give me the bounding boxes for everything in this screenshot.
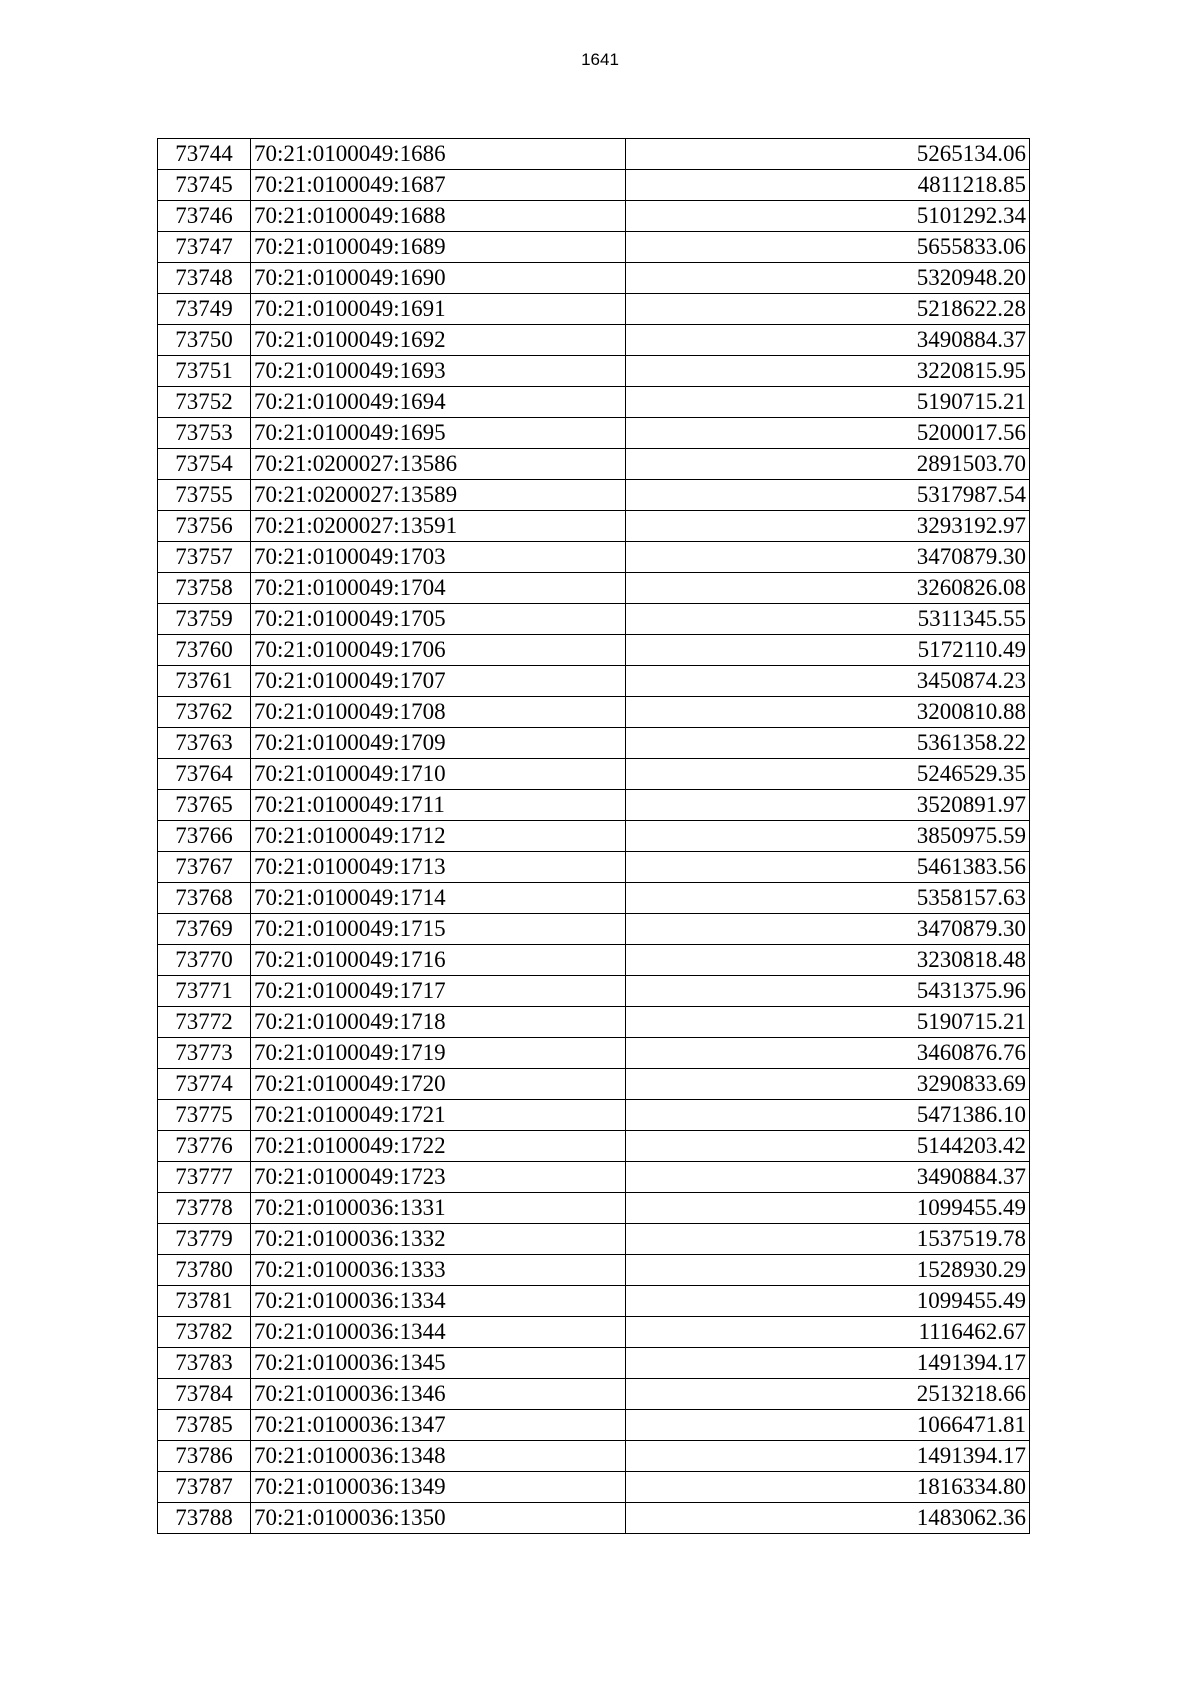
value-cell: 1491394.17	[626, 1348, 1030, 1379]
cadastral-number-cell: 70:21:0100036:1346	[251, 1379, 626, 1410]
table-row	[158, 511, 1030, 542]
table-row	[158, 1038, 1030, 1069]
row-number-cell: 73770	[158, 945, 251, 976]
cadastral-number-cell: 70:21:0100049:1713	[251, 852, 626, 883]
row-number-cell: 73788	[158, 1503, 251, 1534]
row-number-cell: 73772	[158, 1007, 251, 1038]
row-number-cell: 73785	[158, 1410, 251, 1441]
cadastral-number-cell: 70:21:0100049:1712	[251, 821, 626, 852]
row-number-cell: 73747	[158, 232, 251, 263]
cadastral-number-cell: 70:21:0100049:1710	[251, 759, 626, 790]
cadastral-number-cell: 70:21:0100049:1719	[251, 1038, 626, 1069]
cadastral-number-cell: 70:21:0100036:1345	[251, 1348, 626, 1379]
value-cell: 5655833.06	[626, 232, 1030, 263]
table-row	[158, 914, 1030, 945]
cadastral-number-cell: 70:21:0100036:1349	[251, 1472, 626, 1503]
cadastral-number-cell: 70:21:0100036:1347	[251, 1410, 626, 1441]
row-number-cell: 73759	[158, 604, 251, 635]
table-row	[158, 294, 1030, 325]
cadastral-number-cell: 70:21:0100049:1707	[251, 666, 626, 697]
cadastral-number-cell: 70:21:0100049:1720	[251, 1069, 626, 1100]
value-cell: 5358157.63	[626, 883, 1030, 914]
value-cell: 3260826.08	[626, 573, 1030, 604]
value-cell: 3520891.97	[626, 790, 1030, 821]
cadastral-number-cell: 70:21:0100036:1331	[251, 1193, 626, 1224]
value-cell: 3460876.76	[626, 1038, 1030, 1069]
cadastral-number-cell: 70:21:0200027:13589	[251, 480, 626, 511]
row-number-cell: 73765	[158, 790, 251, 821]
table-row	[158, 1193, 1030, 1224]
row-number-cell: 73786	[158, 1441, 251, 1472]
value-cell: 5144203.42	[626, 1131, 1030, 1162]
row-number-cell: 73773	[158, 1038, 251, 1069]
cadastral-number-cell: 70:21:0100049:1722	[251, 1131, 626, 1162]
value-cell: 2891503.70	[626, 449, 1030, 480]
table-row	[158, 759, 1030, 790]
value-cell: 4811218.85	[626, 170, 1030, 201]
table-row	[158, 883, 1030, 914]
value-cell: 5471386.10	[626, 1100, 1030, 1131]
table-row	[158, 170, 1030, 201]
value-cell: 3230818.48	[626, 945, 1030, 976]
value-cell: 1116462.67	[626, 1317, 1030, 1348]
cadastral-number-cell: 70:21:0100049:1691	[251, 294, 626, 325]
table-row	[158, 263, 1030, 294]
row-number-cell: 73787	[158, 1472, 251, 1503]
row-number-cell: 73779	[158, 1224, 251, 1255]
row-number-cell: 73780	[158, 1255, 251, 1286]
row-number-cell: 73775	[158, 1100, 251, 1131]
cadastral-number-cell: 70:21:0100049:1714	[251, 883, 626, 914]
table-row	[158, 1441, 1030, 1472]
table-row	[158, 666, 1030, 697]
row-number-cell: 73761	[158, 666, 251, 697]
table-row	[158, 449, 1030, 480]
row-number-cell: 73744	[158, 139, 251, 170]
value-cell: 5265134.06	[626, 139, 1030, 170]
cadastral-number-cell: 70:21:0100049:1715	[251, 914, 626, 945]
row-number-cell: 73766	[158, 821, 251, 852]
value-cell: 3293192.97	[626, 511, 1030, 542]
cadastral-number-cell: 70:21:0200027:13586	[251, 449, 626, 480]
table-row	[158, 418, 1030, 449]
table-row	[158, 480, 1030, 511]
value-cell: 1491394.17	[626, 1441, 1030, 1472]
cadastral-number-cell: 70:21:0100049:1717	[251, 976, 626, 1007]
table-row	[158, 976, 1030, 1007]
cadastral-number-cell: 70:21:0100049:1704	[251, 573, 626, 604]
cadastral-number-cell: 70:21:0100049:1689	[251, 232, 626, 263]
cadastral-number-cell: 70:21:0100049:1711	[251, 790, 626, 821]
row-number-cell: 73746	[158, 201, 251, 232]
table-row	[158, 1317, 1030, 1348]
value-cell: 5246529.35	[626, 759, 1030, 790]
cadastral-number-cell: 70:21:0100049:1688	[251, 201, 626, 232]
value-cell: 5311345.55	[626, 604, 1030, 635]
table-body	[158, 139, 1030, 1534]
value-cell: 3290833.69	[626, 1069, 1030, 1100]
cadastral-number-cell: 70:21:0100049:1692	[251, 325, 626, 356]
row-number-cell: 73776	[158, 1131, 251, 1162]
table-row	[158, 1379, 1030, 1410]
table-row	[158, 635, 1030, 666]
cadastral-number-cell: 70:21:0100049:1721	[251, 1100, 626, 1131]
row-number-cell: 73753	[158, 418, 251, 449]
value-cell: 5461383.56	[626, 852, 1030, 883]
value-cell: 5101292.34	[626, 201, 1030, 232]
table-row	[158, 852, 1030, 883]
cadastral-number-cell: 70:21:0100049:1694	[251, 387, 626, 418]
row-number-cell: 73758	[158, 573, 251, 604]
row-number-cell: 73769	[158, 914, 251, 945]
table-row	[158, 1348, 1030, 1379]
row-number-cell: 73760	[158, 635, 251, 666]
row-number-cell: 73757	[158, 542, 251, 573]
row-number-cell: 73783	[158, 1348, 251, 1379]
cadastral-number-cell: 70:21:0100049:1690	[251, 263, 626, 294]
row-number-cell: 73778	[158, 1193, 251, 1224]
table-row	[158, 139, 1030, 170]
cadastral-number-cell: 70:21:0100036:1333	[251, 1255, 626, 1286]
row-number-cell: 73745	[158, 170, 251, 201]
cadastral-number-cell: 70:21:0100036:1348	[251, 1441, 626, 1472]
cadastral-number-cell: 70:21:0100049:1703	[251, 542, 626, 573]
row-number-cell: 73777	[158, 1162, 251, 1193]
table-row	[158, 387, 1030, 418]
table-row	[158, 790, 1030, 821]
table-row	[158, 1162, 1030, 1193]
page-number: 1641	[581, 50, 619, 69]
row-number-cell: 73784	[158, 1379, 251, 1410]
value-cell: 1099455.49	[626, 1193, 1030, 1224]
cadastral-number-cell: 70:21:0100049:1718	[251, 1007, 626, 1038]
table-row	[158, 821, 1030, 852]
table-row	[158, 1410, 1030, 1441]
value-cell: 3470879.30	[626, 914, 1030, 945]
table-row	[158, 1255, 1030, 1286]
value-cell: 1816334.80	[626, 1472, 1030, 1503]
data-table	[157, 138, 1030, 1534]
cadastral-number-cell: 70:21:0100049:1716	[251, 945, 626, 976]
table-row	[158, 1224, 1030, 1255]
row-number-cell: 73768	[158, 883, 251, 914]
table-row	[158, 542, 1030, 573]
value-cell: 2513218.66	[626, 1379, 1030, 1410]
row-number-cell: 73752	[158, 387, 251, 418]
cadastral-number-cell: 70:21:0100049:1693	[251, 356, 626, 387]
row-number-cell: 73755	[158, 480, 251, 511]
cadastral-number-cell: 70:21:0200027:13591	[251, 511, 626, 542]
cadastral-number-cell: 70:21:0100049:1709	[251, 728, 626, 759]
row-number-cell: 73771	[158, 976, 251, 1007]
table-row	[158, 1472, 1030, 1503]
table-row	[158, 697, 1030, 728]
table-row	[158, 1007, 1030, 1038]
value-cell: 3200810.88	[626, 697, 1030, 728]
value-cell: 5172110.49	[626, 635, 1030, 666]
row-number-cell: 73763	[158, 728, 251, 759]
value-cell: 5317987.54	[626, 480, 1030, 511]
table-row	[158, 1100, 1030, 1131]
row-number-cell: 73756	[158, 511, 251, 542]
table-row	[158, 573, 1030, 604]
row-number-cell: 73749	[158, 294, 251, 325]
table-row	[158, 1131, 1030, 1162]
table-row	[158, 1286, 1030, 1317]
row-number-cell: 73782	[158, 1317, 251, 1348]
table-row	[158, 728, 1030, 759]
row-number-cell: 73751	[158, 356, 251, 387]
table-row	[158, 232, 1030, 263]
cadastral-number-cell: 70:21:0100049:1706	[251, 635, 626, 666]
row-number-cell: 73781	[158, 1286, 251, 1317]
value-cell: 5218622.28	[626, 294, 1030, 325]
cadastral-number-cell: 70:21:0100049:1723	[251, 1162, 626, 1193]
value-cell: 1528930.29	[626, 1255, 1030, 1286]
cadastral-number-cell: 70:21:0100036:1350	[251, 1503, 626, 1534]
cadastral-number-cell: 70:21:0100036:1332	[251, 1224, 626, 1255]
table-row	[158, 1069, 1030, 1100]
table-row	[158, 201, 1030, 232]
table-row	[158, 356, 1030, 387]
value-cell: 5361358.22	[626, 728, 1030, 759]
cadastral-number-cell: 70:21:0100049:1705	[251, 604, 626, 635]
table-row	[158, 604, 1030, 635]
table-row	[158, 1503, 1030, 1534]
value-cell: 1483062.36	[626, 1503, 1030, 1534]
value-cell: 3850975.59	[626, 821, 1030, 852]
value-cell: 5190715.21	[626, 1007, 1030, 1038]
value-cell: 3220815.95	[626, 356, 1030, 387]
value-cell: 3470879.30	[626, 542, 1030, 573]
row-number-cell: 73754	[158, 449, 251, 480]
value-cell: 5190715.21	[626, 387, 1030, 418]
value-cell: 1066471.81	[626, 1410, 1030, 1441]
value-cell: 5200017.56	[626, 418, 1030, 449]
value-cell: 3490884.37	[626, 325, 1030, 356]
row-number-cell: 73762	[158, 697, 251, 728]
value-cell: 5320948.20	[626, 263, 1030, 294]
cadastral-number-cell: 70:21:0100049:1686	[251, 139, 626, 170]
row-number-cell: 73750	[158, 325, 251, 356]
row-number-cell: 73774	[158, 1069, 251, 1100]
value-cell: 5431375.96	[626, 976, 1030, 1007]
row-number-cell: 73764	[158, 759, 251, 790]
table-row	[158, 945, 1030, 976]
table-row	[158, 325, 1030, 356]
value-cell: 3490884.37	[626, 1162, 1030, 1193]
row-number-cell: 73767	[158, 852, 251, 883]
cadastral-number-cell: 70:21:0100049:1708	[251, 697, 626, 728]
value-cell: 3450874.23	[626, 666, 1030, 697]
cadastral-number-cell: 70:21:0100036:1334	[251, 1286, 626, 1317]
cadastral-number-cell: 70:21:0100049:1695	[251, 418, 626, 449]
cadastral-number-cell: 70:21:0100049:1687	[251, 170, 626, 201]
value-cell: 1537519.78	[626, 1224, 1030, 1255]
value-cell: 1099455.49	[626, 1286, 1030, 1317]
cadastral-number-cell: 70:21:0100036:1344	[251, 1317, 626, 1348]
row-number-cell: 73748	[158, 263, 251, 294]
